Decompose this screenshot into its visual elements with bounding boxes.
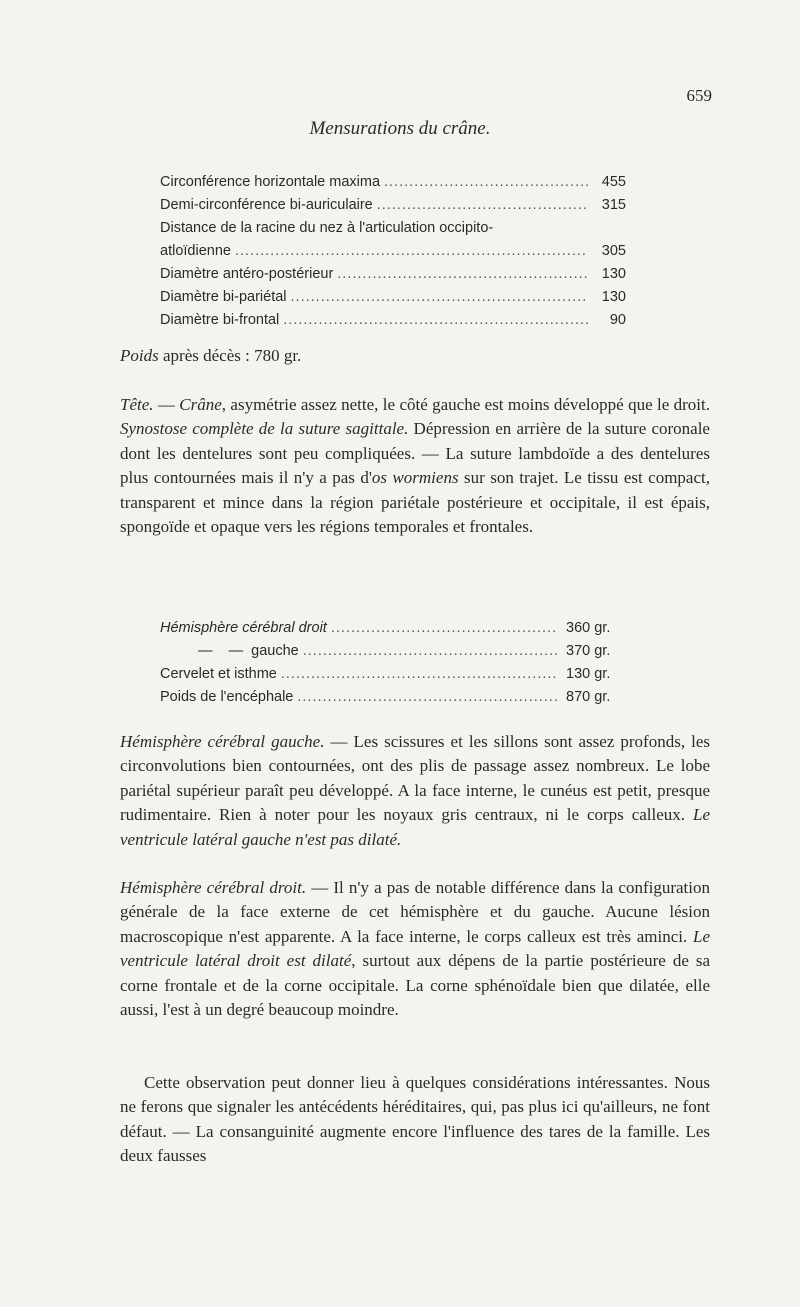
weight-label: Poids de l'encéphale (160, 689, 294, 705)
text-run: Cette observation peut donner lieu à quelques considérations intéressantes. Nous ne ferons que signaler les antécédents héréditaires, qui, pas plus ici qu'ailleurs, ne font défaut. — La consanguinité augmente encore l'influence des tares de la famille. Les deux fausses (120, 1073, 710, 1166)
text-run: — (153, 395, 180, 414)
measurement-row (160, 217, 626, 240)
measurement-value: 130 (601, 266, 626, 282)
leader-dots (384, 171, 588, 194)
measurement-label: Circonférence horizontale maxima (160, 174, 381, 190)
measurement-value: 305 (601, 243, 626, 259)
ventricule-gauche-term: Le ventricule latéral gauche n'est pas dilaté. (120, 805, 710, 849)
measurements-table (160, 171, 626, 332)
measurement-label: Demi-circonférence bi-auriculaire (160, 197, 373, 213)
hemisphere-gauche-heading: Hémisphère cérébral gauche. (120, 732, 325, 751)
measurement-value: 90 (609, 312, 626, 328)
weight-label: Cervelet et isthme (160, 666, 277, 682)
weight-value: 870 gr. (566, 689, 611, 705)
measurement-row (160, 263, 626, 286)
text-run: , surtout aux dépens de la partie postérieure de sa corne frontale et de la corne occipitale. La corne sphénoïdale bien que dilatée, elle aussi, l'est à un degré beaucoup moindre. (120, 951, 711, 1020)
measurement-value: 130 (601, 289, 626, 305)
leader-dots (337, 263, 588, 286)
paragraph-hemisphere-droit (120, 876, 710, 1022)
weight-row (160, 686, 626, 709)
tete-heading: Tête. (120, 395, 154, 414)
leader-dots (283, 309, 588, 332)
synostose-term: Synostose complète de la suture sagittale. (120, 419, 409, 439)
leader-dots (291, 286, 588, 309)
paragraph-observation (120, 1071, 710, 1169)
section-title: Mensurations du crâne. (309, 118, 491, 139)
poids-line (120, 346, 301, 366)
weight-value: 370 gr. (566, 643, 611, 659)
measurement-label: Diamètre bi-frontal (160, 312, 280, 328)
weight-row (160, 617, 626, 640)
leader-dots (303, 640, 558, 663)
weights-table (160, 617, 626, 709)
measurement-label: Diamètre antéro-postérieur (160, 266, 334, 282)
measurement-row (160, 194, 626, 217)
weight-label: Hémisphère cérébral droit (160, 620, 327, 636)
text-run: , asymétrie assez nette, le côté gauche est moins développé que le droit. (221, 395, 711, 414)
hemisphere-droit-heading: Hémisphère cérébral droit. (120, 878, 307, 897)
text-run: Dépression en arrière de la suture coronale dont les dentelures sont peu compliquées. — La suture lambdoïde a des dentelures plus contournées mais il n'y a pas d' (120, 419, 710, 488)
weight-label: — — gauche (198, 643, 299, 659)
weight-value: 130 gr. (566, 666, 611, 682)
measurement-label: Diamètre bi-pariétal (160, 289, 287, 305)
leader-dots (377, 194, 588, 217)
ventricule-droit-term: Le ventricule latéral droit est dilaté (120, 926, 710, 971)
weight-row (160, 663, 626, 686)
measurement-value: 455 (601, 174, 626, 190)
measurement-value: 315 (601, 197, 626, 213)
paragraph-hemisphere-gauche (120, 730, 710, 852)
page-number: 659 (686, 86, 712, 105)
paragraph-tete (120, 393, 710, 539)
measurement-row (160, 309, 626, 332)
weight-value: 360 gr. (566, 620, 611, 636)
leader-dots (297, 686, 558, 709)
leader-dots (281, 663, 558, 686)
poids-label: Poids (120, 346, 159, 365)
poids-text: après décès : 780 gr. (158, 346, 302, 365)
text-run: sur son trajet. Le tissu est compact, transparent et mince dans la région pariétale postérieure et occipitale, il est épais, spongoïde et opaque vers les régions temporales et frontales. (120, 468, 710, 537)
measurement-label: Distance de la racine du nez à l'articulation occipito- (160, 220, 494, 236)
measurement-label: atloïdienne (160, 243, 231, 259)
text-run: — Les scissures et les sillons sont assez profonds, les circonvolutions bien contournées, ont des plis de passage assez nombreux. Le lobe pariétal supérieur paraît peu développé. A la face interne, le cunéus est petit, presque rudimentaire. Rien à noter pour les noyaux gris centraux, ni le corps calleux. (120, 732, 710, 825)
leader-dots (235, 240, 588, 263)
measurement-row (160, 171, 626, 194)
crane-term: Crâne (179, 395, 222, 414)
leader-dots (331, 617, 558, 640)
measurement-row (160, 286, 626, 309)
text-run: — Il n'y a pas de notable différence dans la configuration générale de la face externe de cet hémisphère et du gauche. Aucune lésion macroscopique n'est apparente. A la face interne, le corps calleux est très aminci. (120, 878, 710, 946)
wormiens-term: os wormiens (371, 468, 459, 488)
measurement-row (160, 240, 626, 263)
weight-row (160, 640, 626, 663)
